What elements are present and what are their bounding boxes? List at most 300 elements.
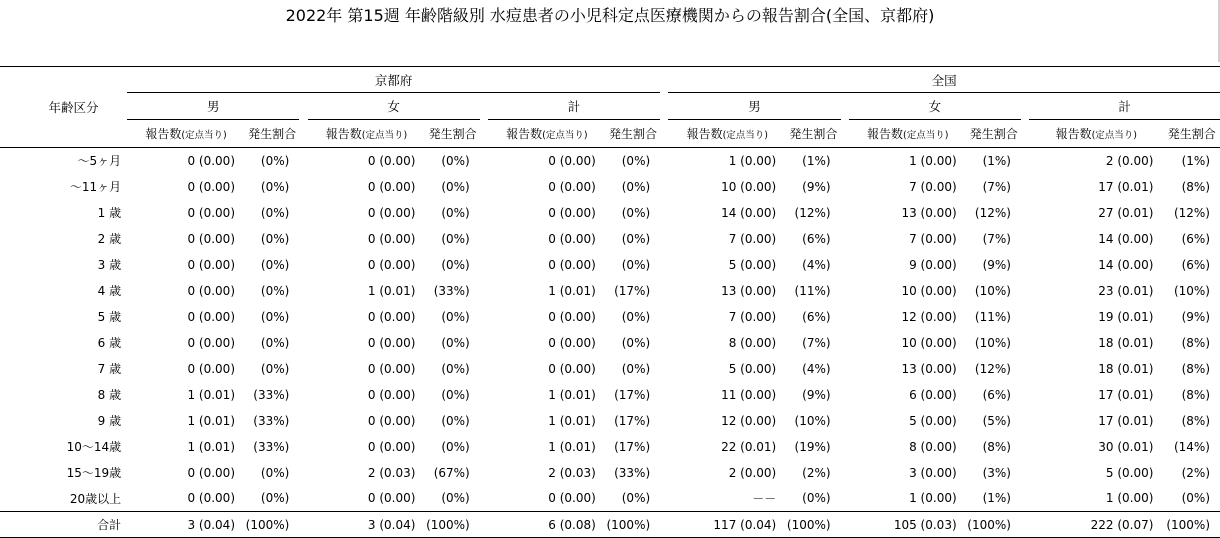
rate-cell: (8%)	[1181, 179, 1210, 194]
report-count-cell: 27 (0.01)	[1098, 205, 1154, 220]
rate-cell: (0%)	[260, 465, 290, 480]
rate-header: 発生割合	[428, 127, 477, 141]
report-count-cell: 0 (0.00)	[548, 205, 596, 220]
rate-cell: (0%)	[621, 257, 651, 272]
rate-cell: (19%)	[794, 439, 831, 454]
rate-cell: (33%)	[253, 413, 290, 428]
spacer-cell	[480, 486, 488, 512]
sex-header-female: 女	[849, 93, 1021, 120]
rate-cell: (8%)	[1181, 361, 1210, 376]
age-group-header: 年齢区分	[0, 67, 127, 148]
rate-cell: (9%)	[1181, 309, 1210, 324]
rate-cell: (0%)	[260, 231, 290, 246]
spacer-cell	[1021, 174, 1029, 200]
report-count-cell: 0 (0.00)	[187, 257, 235, 272]
table-row	[0, 382, 1220, 408]
sex-header-male: 男	[127, 93, 299, 120]
spacer-cell	[841, 252, 849, 278]
report-count-cell: 1 (0.01)	[548, 283, 596, 298]
spacer-cell	[299, 460, 307, 486]
spacer-cell	[480, 460, 488, 486]
spacer-cell	[841, 174, 849, 200]
spacer-cell	[1021, 356, 1029, 382]
rate-cell: (17%)	[614, 439, 651, 454]
table-row	[0, 460, 1220, 486]
rate-cell: (4%)	[802, 257, 831, 272]
rate-cell: (100%)	[1163, 512, 1220, 538]
report-count-cell: 222 (0.07)	[1029, 512, 1163, 538]
rate-cell: (7%)	[982, 231, 1011, 246]
spacer-cell	[299, 304, 307, 330]
rate-cell: (5%)	[982, 413, 1011, 428]
report-count-cell: 3 (0.00)	[909, 465, 957, 480]
table-row	[0, 304, 1220, 330]
spacer-cell	[480, 148, 488, 174]
spacer-cell	[660, 460, 668, 486]
spacer-cell	[841, 356, 849, 382]
rate-cell: (0%)	[260, 257, 290, 272]
report-count-cell: 14 (0.00)	[1098, 231, 1154, 246]
rate-cell: (100%)	[786, 512, 840, 538]
rate-cell: (100%)	[606, 512, 660, 538]
spacer-cell	[841, 226, 849, 252]
spacer-cell	[1021, 200, 1029, 226]
report-count-cell: 19 (0.01)	[1098, 309, 1154, 324]
report-count-header: 報告数(定点当り)	[325, 127, 408, 141]
rate-header: 発生割合	[608, 127, 657, 141]
rate-cell: (0%)	[441, 361, 470, 376]
sex-header-total: 計	[488, 93, 660, 120]
report-count-cell: 0 (0.00)	[187, 231, 235, 246]
rate-cell: (11%)	[794, 283, 831, 298]
rate-cell: (6%)	[1181, 231, 1210, 246]
spacer-cell	[480, 434, 488, 460]
report-count-cell: 2 (0.03)	[367, 465, 416, 480]
report-count-cell: 117 (0.04)	[668, 512, 786, 538]
age-cell: 6 歳	[97, 336, 122, 350]
rate-cell: (17%)	[614, 413, 651, 428]
spacer-cell	[660, 356, 668, 382]
report-count-cell: 10 (0.00)	[721, 179, 777, 194]
region-header-national: 全国	[668, 67, 1220, 93]
rate-cell: (0%)	[245, 148, 299, 174]
rate-cell: (100%)	[967, 512, 1021, 538]
table-body	[0, 148, 1220, 538]
age-cell: 5 歳	[97, 310, 122, 324]
report-count-cell: 5 (0.00)	[728, 257, 777, 272]
report-count-cell: 1 (0.01)	[367, 283, 416, 298]
report-count-cell: 0 (0.00)	[367, 413, 416, 428]
rate-cell: (14%)	[1173, 439, 1210, 454]
spacer-cell	[660, 330, 668, 356]
spacer-cell	[660, 200, 668, 226]
report-count-header: 報告数(定点当り)	[866, 127, 949, 141]
rate-cell: (0%)	[441, 413, 470, 428]
rate-cell: (10%)	[1173, 283, 1210, 298]
table-row	[0, 330, 1220, 356]
rate-cell: (10%)	[974, 283, 1011, 298]
rate-cell: (0%)	[621, 205, 651, 220]
spacer-cell	[841, 486, 849, 512]
spacer-cell	[299, 174, 307, 200]
report-count-header: 報告数(定点当り)	[686, 127, 768, 141]
spacer-cell	[660, 408, 668, 434]
spacer-cell	[1021, 460, 1029, 486]
table-row	[0, 434, 1220, 460]
rate-cell: (17%)	[614, 387, 651, 402]
report-table	[0, 66, 1220, 538]
age-cell: ～5ヶ月	[0, 148, 127, 174]
report-count-cell: 2 (0.03)	[548, 465, 596, 480]
report-count-cell: 13 (0.00)	[901, 205, 957, 220]
rate-cell: (9%)	[802, 179, 831, 194]
report-count-cell: 1 (0.01)	[187, 413, 235, 428]
spacer-cell	[299, 330, 307, 356]
spacer-cell	[841, 382, 849, 408]
spacer-cell	[299, 252, 307, 278]
spacer-cell	[299, 356, 307, 382]
report-count-cell: 23 (0.01)	[1098, 283, 1154, 298]
spacer-cell	[660, 278, 668, 304]
rate-cell: (6%)	[802, 309, 831, 324]
rate-cell: (33%)	[253, 387, 290, 402]
age-cell: 8 歳	[97, 388, 122, 402]
report-count-cell: 22 (0.01)	[721, 439, 777, 454]
rate-cell: (8%)	[1181, 413, 1210, 428]
spacer-cell	[660, 304, 668, 330]
report-count-cell: 1 (0.00)	[849, 148, 967, 174]
report-count-cell: 12 (0.00)	[901, 309, 957, 324]
report-count-cell: 3 (0.04)	[127, 512, 245, 538]
spacer-cell	[841, 148, 849, 174]
report-count-cell: 0 (0.00)	[367, 491, 416, 506]
rate-cell: (0%)	[260, 283, 290, 298]
report-count-cell: 10 (0.00)	[901, 283, 957, 298]
spacer-cell	[480, 408, 488, 434]
rate-cell: (8%)	[982, 439, 1011, 454]
report-count-cell: 1 (0.00)	[668, 148, 786, 174]
report-count-cell: 0 (0.00)	[548, 335, 596, 350]
report-count-cell: 0 (0.00)	[548, 179, 596, 194]
rate-header: 発生割合	[969, 127, 1018, 141]
table-row	[0, 252, 1220, 278]
report-count-cell: 0 (0.00)	[367, 231, 416, 246]
rate-cell: (1%)	[1163, 148, 1220, 174]
report-count-cell: 11 (0.00)	[721, 387, 777, 402]
rate-cell: (12%)	[794, 205, 831, 220]
spacer-cell	[299, 278, 307, 304]
rate-cell: (8%)	[1181, 387, 1210, 402]
spacer-cell	[480, 330, 488, 356]
spacer-cell	[299, 226, 307, 252]
report-count-cell: 14 (0.00)	[721, 205, 777, 220]
report-count-cell: 0 (0.00)	[548, 491, 596, 506]
rate-cell: (10%)	[794, 413, 831, 428]
report-count-cell: 2 (0.00)	[1029, 148, 1163, 174]
spacer-cell	[1021, 512, 1029, 538]
spacer-cell	[1021, 486, 1029, 512]
rate-cell: (0%)	[802, 491, 831, 506]
rate-cell: (0%)	[441, 387, 470, 402]
report-count-cell: 30 (0.01)	[1098, 439, 1154, 454]
rate-cell: (0%)	[441, 439, 470, 454]
spacer-cell	[660, 252, 668, 278]
rate-cell: (0%)	[441, 491, 470, 506]
rate-cell: (17%)	[614, 283, 651, 298]
report-count-cell: 105 (0.03)	[849, 512, 967, 538]
spacer-cell	[299, 382, 307, 408]
report-count-cell: 8 (0.00)	[909, 439, 957, 454]
age-cell: ～11ヶ月	[69, 180, 122, 194]
spacer-cell	[480, 278, 488, 304]
spacer-cell	[1021, 278, 1029, 304]
rate-cell: (6%)	[982, 387, 1011, 402]
spacer-cell	[660, 382, 668, 408]
report-count-cell: 5 (0.00)	[1105, 465, 1154, 480]
report-count-cell: 1 (0.01)	[548, 413, 596, 428]
rate-cell: (7%)	[802, 335, 831, 350]
rate-cell: (3%)	[982, 465, 1011, 480]
rate-cell: (4%)	[802, 361, 831, 376]
rate-cell: (9%)	[802, 387, 831, 402]
sex-header-male: 男	[668, 93, 840, 120]
rate-cell: (0%)	[260, 309, 290, 324]
rate-cell: (0%)	[606, 148, 660, 174]
report-count-cell: 0 (0.00)	[187, 309, 235, 324]
page-title: 2022年 第15週 年齢階級別 水痘患者の小児科定点医療機関からの報告割合(全国、京都府)	[285, 6, 935, 25]
report-count-cell: 13 (0.00)	[721, 283, 777, 298]
spacer-cell	[299, 408, 307, 434]
spacer-cell	[841, 408, 849, 434]
age-cell: 15～19歳	[66, 466, 122, 480]
spacer-cell	[1021, 304, 1029, 330]
spacer-cell	[841, 330, 849, 356]
rate-cell: (0%)	[441, 231, 470, 246]
rate-cell: (0%)	[621, 179, 651, 194]
report-count-cell: 0 (0.00)	[187, 491, 235, 506]
spacer-cell	[841, 200, 849, 226]
rate-cell: (0%)	[260, 179, 290, 194]
sex-header-female: 女	[308, 93, 480, 120]
rate-cell: (67%)	[433, 465, 470, 480]
rate-cell: (10%)	[974, 335, 1011, 350]
report-count-cell: 0 (0.00)	[367, 335, 416, 350]
rate-cell: (9%)	[982, 257, 1011, 272]
age-cell: 3 歳	[97, 258, 122, 272]
report-count-cell: 1 (0.00)	[909, 491, 957, 506]
table-row	[0, 278, 1220, 304]
report-count-cell: 17 (0.01)	[1098, 179, 1154, 194]
report-count-cell: 0 (0.00)	[187, 335, 235, 350]
report-count-header: 報告数(定点当り)	[145, 127, 227, 141]
table-row	[0, 408, 1220, 434]
spacer-cell	[480, 356, 488, 382]
spacer-cell	[299, 486, 307, 512]
report-count-cell: 0 (0.00)	[187, 205, 235, 220]
rate-cell: (12%)	[974, 361, 1011, 376]
rate-cell: (33%)	[433, 283, 470, 298]
report-count-cell: 7 (0.00)	[728, 309, 777, 324]
table-row	[0, 148, 1220, 174]
age-cell: 7 歳	[97, 362, 122, 376]
rate-cell: (1%)	[786, 148, 840, 174]
report-count-header: 報告数(定点当り)	[506, 127, 588, 141]
rate-cell: (2%)	[802, 465, 831, 480]
spacer-cell	[660, 486, 668, 512]
rate-cell: (100%)	[425, 512, 479, 538]
rate-cell: (0%)	[621, 361, 651, 376]
report-count-cell: 9 (0.00)	[909, 257, 957, 272]
age-cell: 9 歳	[97, 414, 122, 428]
rate-cell: (0%)	[260, 361, 290, 376]
report-count-cell: 17 (0.01)	[1098, 413, 1154, 428]
rate-cell: (0%)	[441, 205, 470, 220]
spacer-cell	[1021, 382, 1029, 408]
rate-cell: (0%)	[260, 491, 290, 506]
report-count-cell: 7 (0.00)	[728, 231, 777, 246]
spacer-cell	[1021, 330, 1029, 356]
table-row	[0, 356, 1220, 382]
rate-cell: (2%)	[1181, 465, 1210, 480]
report-count-cell: 0 (0.00)	[367, 257, 416, 272]
report-count-cell: 0 (0.00)	[548, 309, 596, 324]
rate-cell: (11%)	[974, 309, 1011, 324]
report-count-cell: 0 (0.00)	[367, 179, 416, 194]
rate-cell: (0%)	[441, 179, 470, 194]
report-count-cell: 1 (0.01)	[548, 387, 596, 402]
spacer-cell	[660, 174, 668, 200]
spacer-cell	[841, 434, 849, 460]
spacer-cell	[841, 512, 849, 538]
spacer-cell	[480, 226, 488, 252]
spacer-cell	[660, 512, 668, 538]
spacer-cell	[660, 434, 668, 460]
report-count-cell: 0 (0.00)	[367, 361, 416, 376]
rate-cell: (0%)	[441, 309, 470, 324]
report-count-cell: 5 (0.00)	[909, 413, 957, 428]
spacer-cell	[660, 226, 668, 252]
rate-cell: (0%)	[1181, 491, 1210, 506]
spacer-cell	[480, 252, 488, 278]
spacer-cell	[1021, 226, 1029, 252]
report-count-cell: 6 (0.08)	[488, 512, 606, 538]
rate-cell: (0%)	[621, 491, 651, 506]
rate-cell: (8%)	[1181, 335, 1210, 350]
spacer-cell	[480, 512, 488, 538]
report-count-cell: 13 (0.00)	[901, 361, 957, 376]
sex-header-total: 計	[1029, 93, 1220, 120]
report-count-cell: 0 (0.00)	[367, 439, 416, 454]
report-count-cell: 17 (0.01)	[1098, 387, 1154, 402]
spacer-cell	[299, 434, 307, 460]
rate-cell: (7%)	[982, 179, 1011, 194]
spacer-cell	[480, 200, 488, 226]
rate-cell: (0%)	[260, 205, 290, 220]
rate-header: 発生割合	[789, 127, 838, 141]
report-count-cell: 7 (0.00)	[909, 179, 957, 194]
region-header-kyoto: 京都府	[127, 67, 660, 93]
report-count-cell: 1 (0.01)	[548, 439, 596, 454]
rate-cell: (0%)	[621, 231, 651, 246]
report-count-cell: 18 (0.01)	[1098, 361, 1154, 376]
spacer-cell	[480, 304, 488, 330]
report-count-cell: 0 (0.00)	[187, 361, 235, 376]
age-cell: 10～14歳	[66, 440, 122, 454]
table-row	[0, 226, 1220, 252]
spacer-cell	[841, 460, 849, 486]
rate-cell: (33%)	[253, 439, 290, 454]
spacer-cell	[299, 200, 307, 226]
report-count-cell: 0 (0.00)	[548, 257, 596, 272]
spacer-cell	[1021, 148, 1029, 174]
spacer-cell	[841, 278, 849, 304]
rate-cell: (1%)	[967, 148, 1021, 174]
rate-cell: (0%)	[425, 148, 479, 174]
rate-cell: (0%)	[621, 309, 651, 324]
rate-cell: (0%)	[441, 257, 470, 272]
report-count-cell: 8 (0.00)	[728, 335, 777, 350]
spacer-cell	[480, 174, 488, 200]
age-cell: 1 歳	[97, 206, 122, 220]
rate-cell: (0%)	[621, 335, 651, 350]
report-count-cell: 0 (0.00)	[548, 361, 596, 376]
report-count-cell: 14 (0.00)	[1098, 257, 1154, 272]
rate-cell: (33%)	[614, 465, 651, 480]
table-row	[0, 486, 1220, 512]
rate-cell: (0%)	[441, 335, 470, 350]
age-cell: 20歳以上	[69, 491, 122, 506]
report-count-cell: 1 (0.01)	[187, 439, 235, 454]
spacer-cell	[299, 148, 307, 174]
report-count-cell: 0 (0.00)	[127, 148, 245, 174]
report-count-cell: 0 (0.00)	[488, 148, 606, 174]
spacer-cell	[480, 382, 488, 408]
report-count-cell: 0 (0.00)	[367, 205, 416, 220]
total-row	[0, 512, 1220, 538]
rate-cell: (6%)	[1181, 257, 1210, 272]
report-count-cell: 0 (0.00)	[187, 465, 235, 480]
rate-cell: (0%)	[260, 335, 290, 350]
rate-header: 発生割合	[248, 127, 297, 141]
table-row	[0, 200, 1220, 226]
rate-cell: (1%)	[982, 491, 1011, 506]
report-count-cell: 5 (0.00)	[728, 361, 777, 376]
report-count-cell: 2 (0.00)	[728, 465, 777, 480]
rate-header: 発生割合	[1167, 127, 1216, 141]
report-count-cell: 3 (0.04)	[308, 512, 426, 538]
report-count-cell: 0 (0.00)	[187, 179, 235, 194]
report-count-cell: 1 (0.01)	[187, 387, 235, 402]
age-cell: 合計	[0, 512, 127, 538]
spacer-cell	[841, 304, 849, 330]
report-count-cell: 6 (0.00)	[909, 387, 957, 402]
table-row	[0, 174, 1220, 200]
report-count-cell: 1 (0.00)	[1105, 491, 1154, 506]
spacer-cell	[299, 512, 307, 538]
report-count-cell: 7 (0.00)	[909, 231, 957, 246]
report-count-cell: 18 (0.01)	[1098, 335, 1154, 350]
report-count-cell: 10 (0.00)	[901, 335, 957, 350]
spacer-cell	[1021, 252, 1029, 278]
age-cell: 4 歳	[97, 284, 122, 298]
report-count-cell: －－	[752, 491, 777, 506]
spacer-cell	[1021, 434, 1029, 460]
rate-cell: (12%)	[974, 205, 1011, 220]
report-count-cell: 12 (0.00)	[721, 413, 777, 428]
rate-cell: (12%)	[1173, 205, 1210, 220]
report-count-cell: 0 (0.00)	[187, 283, 235, 298]
age-cell: 2 歳	[97, 232, 122, 246]
